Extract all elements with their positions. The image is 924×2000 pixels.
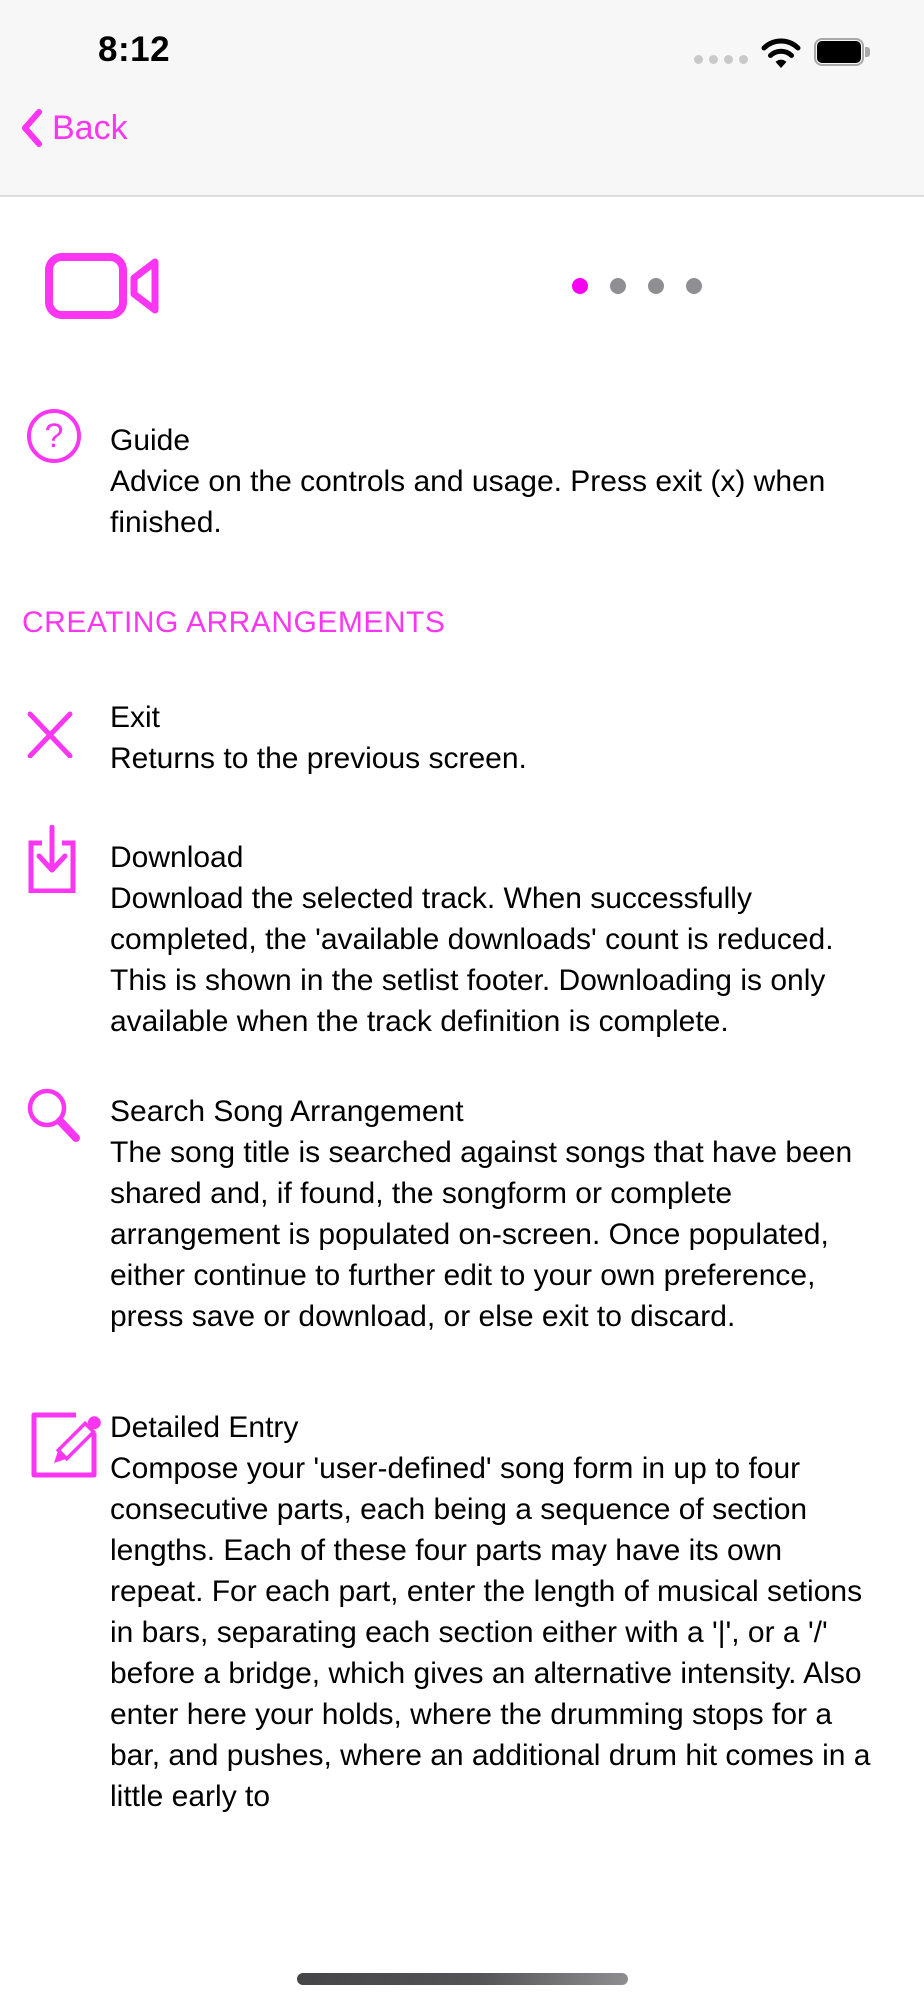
download-icon — [26, 825, 78, 893]
guide-content — [0, 253, 924, 1817]
svg-text:?: ? — [44, 417, 64, 455]
nav-bar — [0, 108, 924, 153]
page-dot — [610, 278, 626, 294]
header — [0, 0, 924, 197]
carousel-header — [0, 253, 924, 319]
search-item — [0, 1091, 924, 1337]
page-dot-active — [572, 278, 588, 294]
x-icon — [26, 710, 74, 758]
text-cell — [110, 697, 924, 779]
section-header: CREATING ARRANGEMENTS — [22, 606, 446, 639]
icon-cell — [0, 1399, 110, 1817]
status-bar — [0, 0, 924, 70]
item-title: Guide — [110, 424, 191, 457]
battery-icon — [814, 38, 870, 66]
back-button-label: Back — [52, 108, 128, 147]
icon-cell — [0, 837, 110, 1042]
exit-item — [0, 697, 924, 779]
status-icons — [694, 30, 870, 68]
page-indicator[interactable] — [572, 278, 702, 294]
compose-icon — [26, 1399, 106, 1479]
item-title: Detailed Entry — [110, 1411, 299, 1444]
detailed-entry-item — [0, 1399, 924, 1817]
video-camera-icon — [45, 253, 159, 319]
item-body: Download the selected track. When successfully completed, the 'available downloads' count is reduced. This is shown in the setlist footer. Downloading is only available when the track definition is complete. — [110, 882, 834, 1038]
item-body: Returns to the previous screen. — [110, 742, 527, 775]
item-body: The song title is searched against songs that have been shared and, if found, the songform or complete arrangement is populated on-screen. Once populated, either continue to further edit to your own preference, press save or download, or else exit to discard. — [110, 1136, 853, 1333]
back-button[interactable] — [20, 108, 128, 148]
status-time: 8:12 — [98, 30, 171, 69]
icon-cell — [0, 1091, 110, 1337]
item-body: Advice on the controls and usage. Press exit (x) when finished. — [110, 465, 826, 539]
item-title: Exit — [110, 701, 161, 734]
text-cell — [110, 837, 924, 1042]
icon-cell — [0, 408, 110, 543]
item-title: Download — [110, 841, 244, 874]
item-body: Compose your 'user-defined' song form in up to four consecutive parts, each being a sequence of section lengths. Each of these four parts may have its own repeat. For each part, enter the length of musical setions in bars, separating each section either with a '|', or a '/' before a bridge, which gives an alternative intensity. Also enter here your holds, where the drumming stops for a bar, and pushes, where an additional drum hit comes in a little early to — [110, 1452, 871, 1813]
text-cell — [110, 1399, 924, 1817]
back-chevron-icon — [20, 108, 44, 148]
home-indicator[interactable] — [297, 1973, 628, 1985]
cellular-signal-icon — [694, 41, 748, 64]
page-dot — [686, 278, 702, 294]
text-cell — [110, 408, 924, 543]
page-dot — [648, 278, 664, 294]
item-title: Search Song Arrangement — [110, 1095, 464, 1128]
guide-intro-item — [0, 408, 924, 543]
text-cell — [110, 1091, 924, 1337]
download-item — [0, 837, 924, 1042]
icon-cell — [0, 697, 110, 779]
search-icon — [26, 1087, 82, 1143]
question-circle-icon — [26, 408, 82, 464]
wifi-icon — [760, 36, 802, 68]
